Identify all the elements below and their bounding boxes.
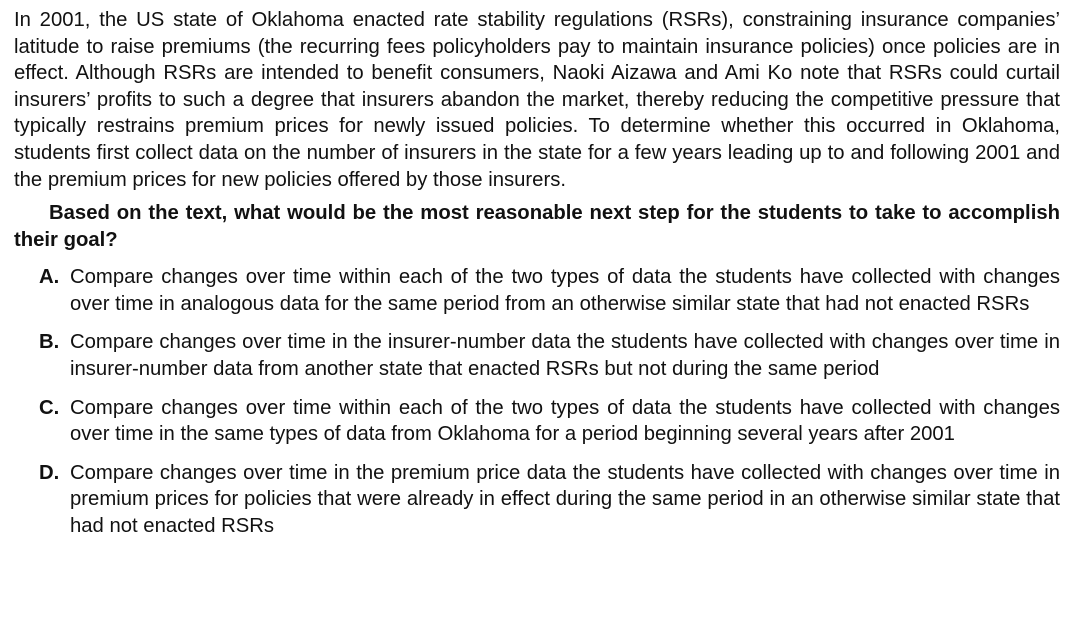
- answer-choice-a[interactable]: [39, 264, 1060, 317]
- choice-letter: B.: [39, 331, 60, 354]
- choice-letter: A.: [39, 266, 60, 289]
- answer-choice-d[interactable]: [39, 460, 1060, 540]
- passage-text: In 2001, the US state of Oklahoma enacted rate stability regulations (RSRs), constraining insurance companies’ latitude to raise premiums (the recurring fees policyholders pay to maintain insurance policies) once policies are in effect. Although RSRs are intended to benefit consumers, Naoki Aizawa and Ami Ko note that RSRs could curtail insurers’ profits to such a degree that insurers abandon the market, thereby reducing the competitive pressure that typically restrains premium prices for newly issued policies. To determine whether this occurred in Oklahoma, students first collect data on the number of insurers in the state for a few years leading up to and following 2001 and the premium prices for new policies offered by those insurers.: [14, 9, 1060, 191]
- answer-choice-c[interactable]: [39, 395, 1060, 448]
- choice-text: Compare changes over time within each of the two types of data the students have collected with changes over time in analogous data for the same period from an otherwise similar state that had not enacted RSRs: [70, 266, 1060, 315]
- choice-letter: C.: [39, 396, 60, 419]
- answer-choices: [14, 264, 1060, 539]
- answer-choice-b[interactable]: [39, 329, 1060, 382]
- choice-letter: D.: [39, 461, 60, 484]
- choice-text: Compare changes over time in the premium price data the students have collected with changes over time in premium prices for policies that were already in effect during the same period in an otherwise similar state that had not enacted RSRs: [70, 461, 1060, 537]
- choice-text: Compare changes over time within each of the two types of data the students have collected with changes over time in the same types of data from Oklahoma for a period beginning several years after 2001: [70, 396, 1060, 446]
- choice-text: Compare changes over time in the insurer-number data the students have collected with changes over time in insurer-number data from another state that enacted RSRs but not during the same period: [70, 331, 1060, 380]
- question-prompt: Based on the text, what would be the most reasonable next step for the students to take to accomplish their goal?: [14, 202, 1060, 252]
